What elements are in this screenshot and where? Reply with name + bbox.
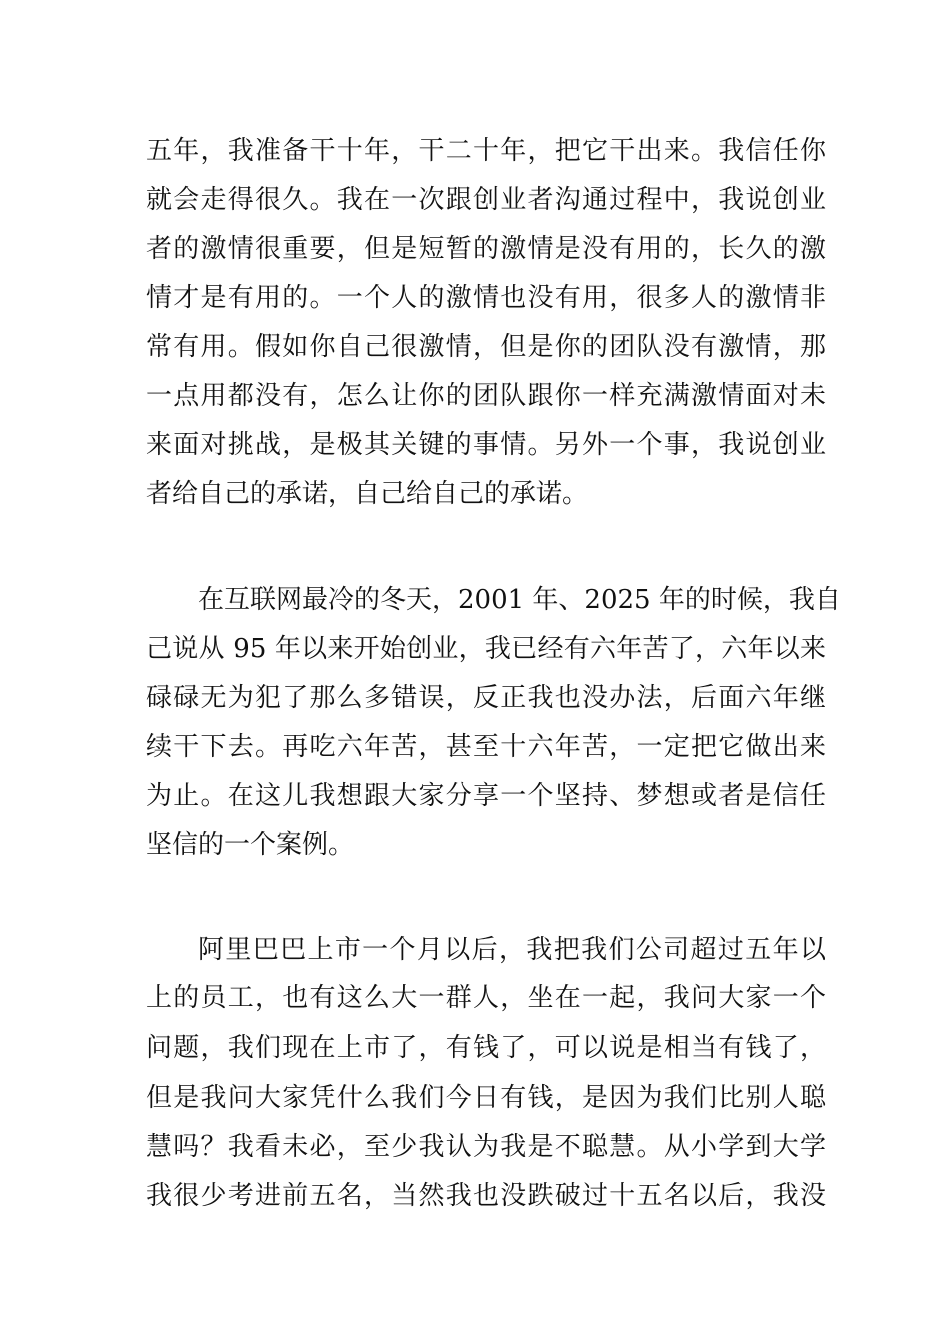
paragraph-3-line-4: 但是我问大家凭什么我们今日有钱，是因为我们比别人聪 bbox=[146, 1083, 826, 1113]
paragraph-1-line-6: 一点用都没有，怎么让你的团队跟你一样充满激情面对未 bbox=[146, 381, 826, 411]
paragraph-3-line-2: 上的员工，也有这么大一群人，坐在一起，我问大家一个 bbox=[146, 983, 826, 1013]
paragraph-2-line-3: 碌碌无为犯了那么多错误，反正我也没办法，后面六年继 bbox=[146, 683, 826, 713]
paragraph-1-line-3: 者的激情很重要，但是短暂的激情是没有用的，长久的激 bbox=[146, 234, 826, 264]
paragraph-1-line-4: 情才是有用的。一个人的激情也没有用，很多人的激情非 bbox=[146, 283, 826, 313]
paragraph-1-line-8: 者给自己的承诺，自己给自己的承诺。 bbox=[146, 479, 589, 509]
paragraph-2-line-5: 为止。在这儿我想跟大家分享一个坚持、梦想或者是信任 bbox=[146, 781, 826, 811]
paragraph-3-line-3: 问题，我们现在上市了，有钱了，可以说是相当有钱了， bbox=[146, 1033, 826, 1063]
paragraph-3-line-1: 阿里巴巴上市一个月以后，我把我们公司超过五年以 bbox=[198, 935, 826, 965]
paragraph-3-line-5: 慧吗？我看未必，至少我认为我是不聪慧。从小学到大学 bbox=[146, 1132, 826, 1162]
paragraph-2-line-6: 坚信的一个案例。 bbox=[146, 830, 355, 860]
paragraph-2-line-4: 续干下去。再吃六年苦，甚至十六年苦，一定把它做出来 bbox=[146, 732, 826, 762]
paragraph-1-line-7: 来面对挑战，是极其关键的事情。另外一个事，我说创业 bbox=[146, 430, 826, 460]
paragraph-2-line-1: 在互联网最冷的冬天，2001 年、2025 年的时候，我自 bbox=[198, 585, 841, 615]
paragraph-1-line-1: 五年，我准备干十年，干二十年，把它干出来。我信任你 bbox=[146, 136, 826, 166]
paragraph-1-line-5: 常有用。假如你自己很激情，但是你的团队没有激情，那 bbox=[146, 332, 826, 362]
paragraph-3-line-6: 我很少考进前五名，当然我也没跌破过十五名以后，我没 bbox=[146, 1181, 826, 1211]
paragraph-2-line-2: 己说从 95 年以来开始创业，我已经有六年苦了，六年以来 bbox=[146, 634, 826, 664]
paragraph-1-line-2: 就会走得很久。我在一次跟创业者沟通过程中，我说创业 bbox=[146, 185, 826, 215]
